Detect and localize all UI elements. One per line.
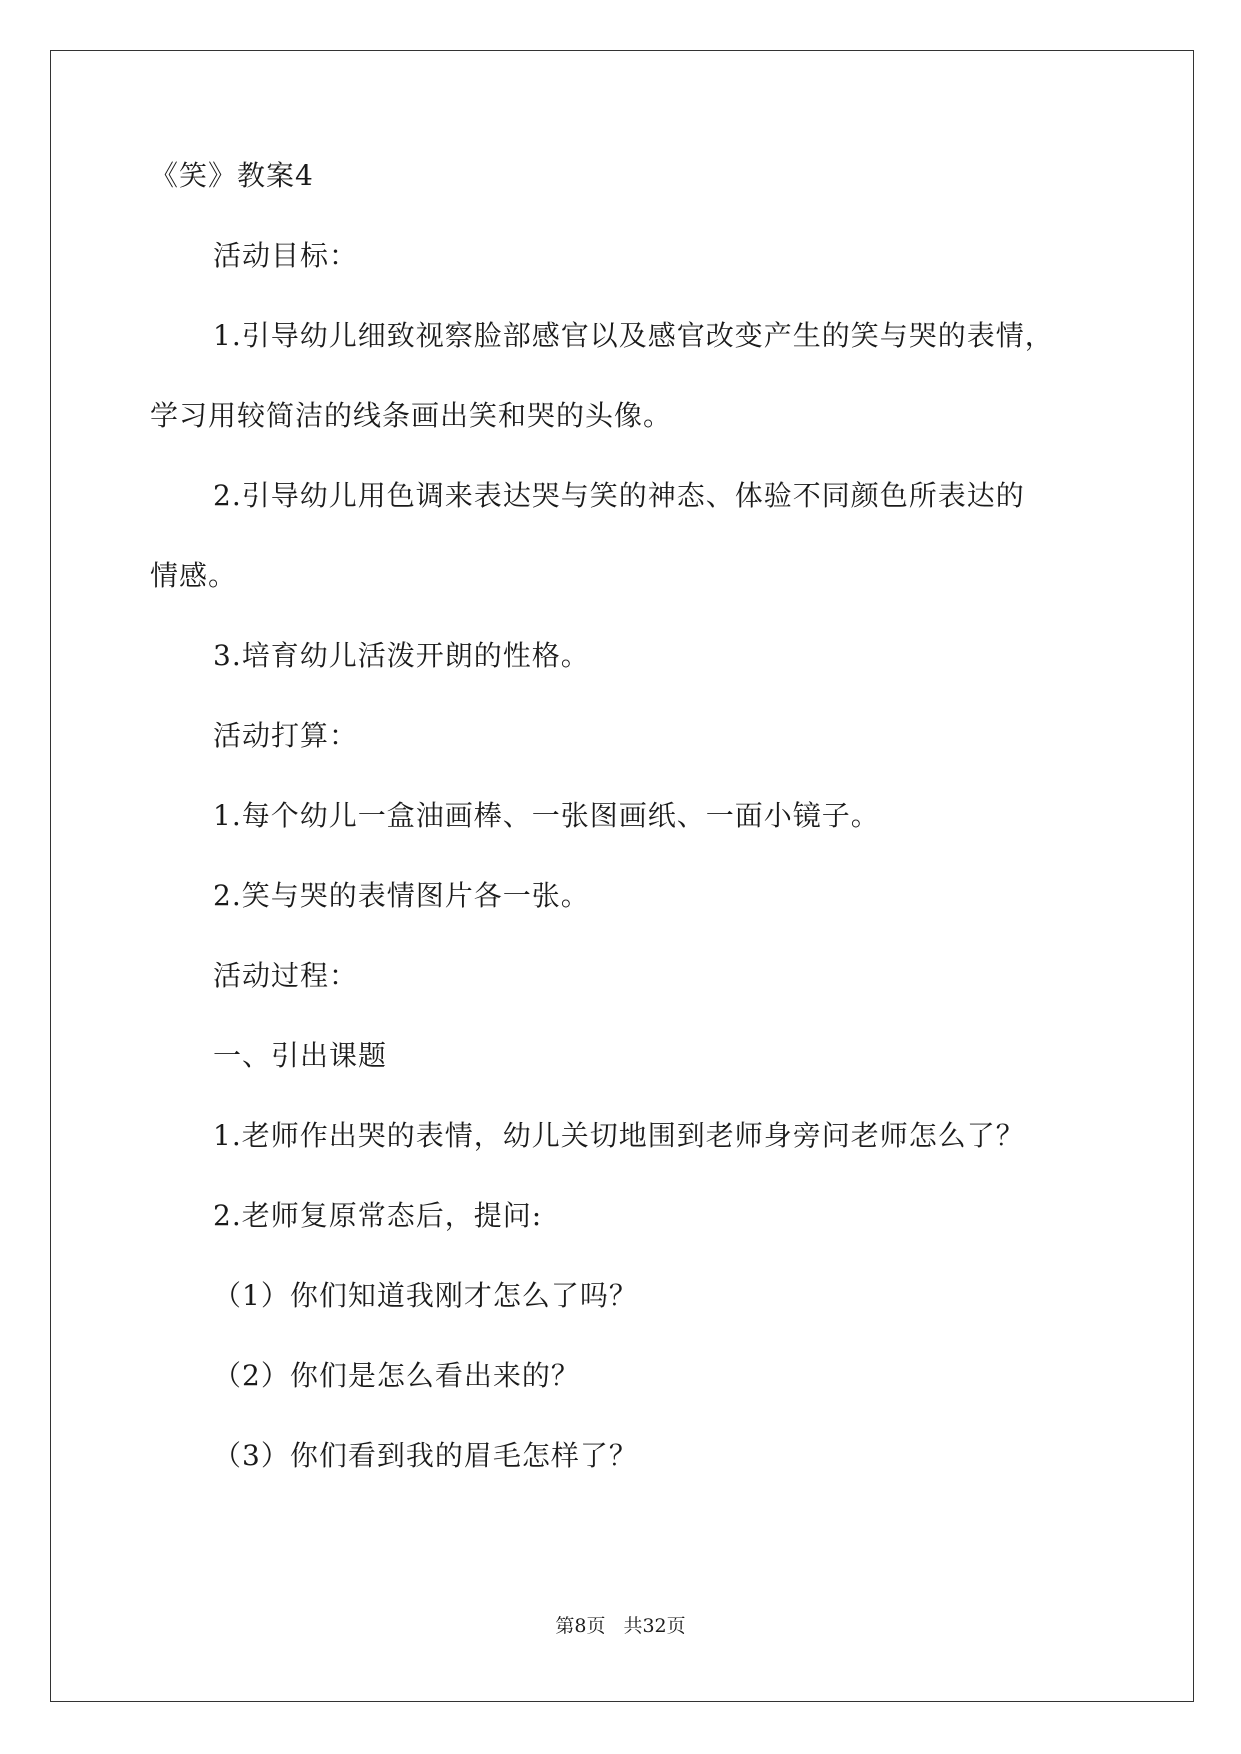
question-line: （1）你们知道我刚才怎么了吗？ [213,1279,638,1312]
section-heading-goals: 活动目标： [213,239,359,272]
page-footer [0,1614,1241,1638]
paragraph-line: 学习用较简洁的线条画出笑和哭的头像。 [150,399,673,432]
paragraph-line: 3.培育幼儿活泼开朗的性格。 [213,639,590,672]
paragraph-line: 1.每个幼儿一盒油画棒、一张图画纸、一面小镜子。 [213,799,880,832]
page-number: 第8页 [555,1615,606,1637]
paragraph-line: 2.笑与哭的表情图片各一张。 [213,879,590,912]
paragraph-line: 情感。 [150,559,238,592]
paragraph-line: 1.引导幼儿细致视察脸部感官以及感官改变产生的笑与哭的表情， [213,319,1054,352]
question-line: （3）你们看到我的眉毛怎样了？ [213,1439,638,1472]
paragraph-line: 2.引导幼儿用色调来表达哭与笑的神态、体验不同颜色所表达的 [213,479,1025,512]
section-heading-process: 活动过程： [213,959,359,992]
page-total: 共32页 [623,1615,686,1637]
question-line: （2）你们是怎么看出来的？ [213,1359,580,1392]
subsection-heading: 一、引出课题 [213,1039,388,1072]
section-heading-preparation: 活动打算： [213,719,359,752]
document-title: 《笑》教案4 [150,159,314,192]
paragraph-line: 1.老师作出哭的表情，幼儿关切地围到老师身旁问老师怎么了？ [213,1119,1025,1152]
paragraph-line: 2.老师复原常态后，提问: [213,1199,543,1232]
